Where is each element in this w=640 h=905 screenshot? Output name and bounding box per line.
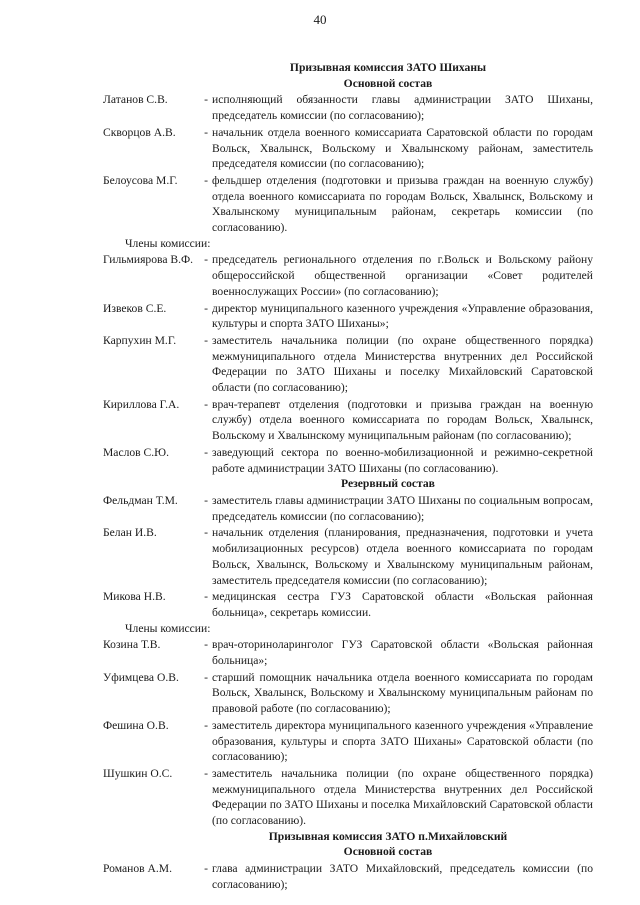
member-entry (103, 301, 593, 332)
dash: - (204, 93, 208, 107)
member-description: медицинская сестра ГУЗ Саратовской области «Вольская районная больница», секретарь комиссии. (212, 590, 593, 619)
member-description: заместитель главы администрации ЗАТО Шиханы по социальным вопросам, председатель комиссии (по согласованию); (212, 493, 593, 523)
member-entry (103, 670, 593, 717)
member-entry (103, 637, 593, 668)
dash: - (204, 173, 208, 187)
member-name: Кириллова Г.А. (103, 397, 180, 411)
member-description: начальник отдела военного комиссариата Саратовской области по городам Вольск, Хвалынск, Вольскому и Хвалынскому районам, заместитель председателя комиссии (по согласованию); (212, 125, 593, 171)
dash: - (204, 493, 208, 507)
member-entry (103, 397, 593, 444)
member-description: начальник отделения (планирования, предназначения, подготовки и учета мобилизационных ресурсов) отдела военного комиссариата по городам Вольск, Хвалынск, Вольскому и Хвалынскому муниципальным районам, заместитель председателя комиссии (по согласованию); (212, 526, 593, 587)
member-name: Уфимцева О.В. (103, 670, 179, 684)
member-description: директор муниципального казенного учреждения «Управление образования, культуры и спорта ЗАТО Шиханы»; (212, 301, 593, 331)
member-name: Маслов С.Ю. (103, 445, 170, 459)
member-entry (103, 252, 593, 299)
member-entry (103, 766, 593, 829)
member-description: заведующий сектора по военно-мобилизационной и режимно-секретной работе администрации ЗАТО Шиханы (по согласованию). (212, 445, 593, 475)
member-name: Латанов С.В. (103, 93, 168, 107)
dash: - (204, 526, 208, 540)
dash: - (204, 638, 208, 652)
member-name: Белан И.В. (103, 526, 157, 540)
member-entry (103, 861, 593, 892)
member-entry (103, 445, 593, 476)
section-subheading: Основной состав (343, 76, 433, 90)
member-name: Микова Н.В. (103, 590, 166, 604)
dash: - (204, 766, 208, 780)
member-name: Скворцов А.В. (103, 125, 176, 139)
document-body (103, 60, 593, 893)
members-label: Члены комиссии: (125, 236, 211, 250)
dash: - (204, 862, 208, 876)
dash: - (204, 718, 208, 732)
page-number: 40 (313, 12, 327, 27)
dash: - (204, 445, 208, 459)
member-description: заместитель начальника полиции (по охране общественного порядка) межмуниципального отдела Министерства внутренних дел Российской Федерации по ЗАТО Шиханы и поселка Михайловский Саратовской области (по согласованию). (212, 766, 593, 828)
section-subheading: Резервный состав (341, 477, 435, 491)
member-description: заместитель директора муниципального казенного учреждения «Управление образования, культуры и спорта ЗАТО Шиханы» Саратовской области (по согласованию); (212, 718, 593, 764)
member-entry (103, 525, 593, 588)
member-name: Карпухин М.Г. (103, 333, 177, 347)
section-heading: Призывная комиссия ЗАТО п.Михайловский (268, 829, 508, 843)
member-entry (103, 92, 593, 123)
dash: - (204, 590, 208, 604)
member-name: Фельдман Т.М. (103, 493, 178, 507)
section-subheading: Основной состав (343, 845, 433, 859)
member-description: глава администрации ЗАТО Михайловский, председатель комиссии (по согласованию); (212, 862, 593, 891)
dash: - (204, 333, 208, 347)
member-name: Козина Т.В. (103, 638, 161, 652)
member-entry (103, 333, 593, 396)
member-name: Романов А.М. (103, 862, 172, 876)
member-name: Извеков С.Е. (103, 301, 167, 315)
member-name: Гильмиярова В.Ф. (103, 253, 194, 267)
dash: - (204, 253, 208, 267)
members-label: Члены комиссии: (125, 621, 211, 635)
member-entry (103, 718, 593, 765)
member-description: фельдшер отделения (подготовки и призыва граждан на военную службу) отдела военного комиссариата по городам Вольск, Хвалынск, Вольскому и Хвалынскому муниципальным районам, секретарь комиссии (по согласованию). (212, 173, 593, 235)
member-description: врач-терапевт отделения (подготовки и призыва граждан на военную службу) отдела военного комиссариата по городам Вольск, Хвалынск, Вольскому и Хвалынскому муниципальным районам (по согласованию); (212, 397, 593, 443)
member-description: заместитель начальника полиции (по охране общественного порядка) межмуниципального отдела Министерства внутренних дел Российской Федерации по ЗАТО Шиханы и поселку Михайловский Саратовской области (по согласованию); (212, 333, 593, 395)
dash: - (204, 125, 208, 139)
member-entry (103, 493, 593, 524)
member-description: председатель регионального отделения по г.Вольск и Вольскому району общероссийской общественной организации «Совет родителей военнослужащих России» (по согласованию); (212, 253, 593, 298)
member-description: исполняющий обязанности главы администрации ЗАТО Шиханы, председатель комиссии (по согласованию); (212, 93, 593, 123)
member-description: врач-оториноларинголог ГУЗ Саратовской области «Вольская районная больница»; (212, 638, 593, 668)
member-name: Фешина О.В. (103, 718, 169, 732)
member-entry (103, 173, 593, 236)
member-name: Белоусова М.Г. (103, 173, 178, 187)
section-heading: Призывная комиссия ЗАТО Шиханы (289, 61, 487, 74)
dash: - (204, 397, 208, 411)
member-entry (103, 589, 593, 620)
dash: - (204, 301, 208, 315)
member-name: Шушкин О.С. (103, 766, 173, 780)
dash: - (204, 670, 208, 684)
member-description: старший помощник начальника отдела военного комиссариата по городам Вольск, Хвалынск, Вольскому и Хвалынскому муниципальным районам по правовой работе (по согласованию); (212, 670, 593, 716)
member-entry (103, 125, 593, 172)
